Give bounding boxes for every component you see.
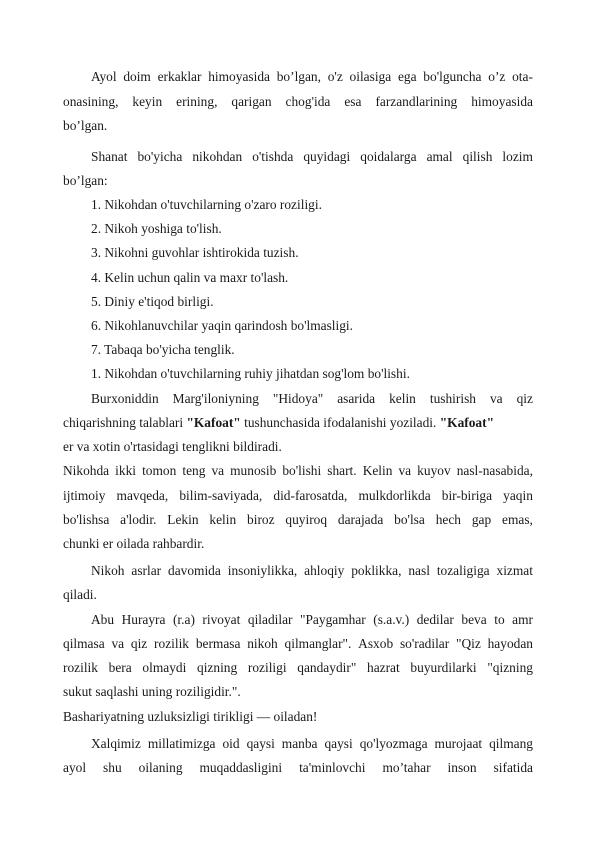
text-line	[63, 635, 533, 653]
word: Kelin	[362, 463, 393, 478]
text-line	[63, 414, 533, 432]
word: qarigan	[231, 94, 272, 109]
word: ta'minlovchi	[299, 760, 366, 775]
word: "Hidoya"	[272, 391, 324, 406]
word: bo'lishsa	[63, 512, 110, 527]
word: xizmat	[496, 563, 533, 578]
word: qiz	[130, 636, 148, 651]
word: qizning	[197, 660, 238, 675]
word: davomida	[168, 563, 221, 578]
word: shart.	[327, 463, 357, 478]
word: kuyov	[417, 463, 451, 478]
text-line	[63, 93, 533, 111]
word: did-farosatda,	[273, 488, 348, 503]
word: nikoh	[247, 636, 278, 651]
word: ikki	[115, 463, 137, 478]
word: hazrat	[367, 660, 400, 675]
word: bo'lguncha	[423, 69, 482, 84]
word: ahloqiy	[304, 563, 345, 578]
word: bo'yicha	[137, 149, 183, 164]
list-item: 2. Nikoh yoshiga to'lish.	[91, 221, 222, 236]
text-line	[63, 659, 533, 677]
word: asrlar	[131, 563, 162, 578]
word: Burxoniddin	[91, 391, 159, 406]
word: teng	[182, 463, 206, 478]
word: Nikoh	[91, 563, 125, 578]
word: ayol	[63, 760, 87, 775]
word: mulkdorlikda	[358, 488, 431, 503]
word: roziligi	[247, 660, 287, 675]
term-kafoat: "Kafoat"	[439, 415, 495, 430]
word: gap	[471, 512, 492, 527]
word: qoidalarga	[360, 149, 417, 164]
word: munosib	[230, 463, 277, 478]
word: erkaklar	[157, 69, 202, 84]
word: qo'lyozmaga	[359, 736, 428, 751]
word: nasl	[408, 563, 430, 578]
word: va	[211, 463, 225, 478]
word: esa	[344, 94, 362, 109]
word: hech	[435, 512, 461, 527]
text-line: chunki er oilada rahbardir.	[63, 536, 205, 551]
word: bilim-saviyada,	[179, 488, 263, 503]
word: shu	[103, 760, 122, 775]
word: himoyasida	[471, 94, 533, 109]
word: bera	[108, 660, 132, 675]
word: inson	[447, 760, 477, 775]
word: qilmang	[489, 736, 533, 751]
word: a'lodir.	[120, 512, 157, 527]
text-line: bo’lgan:	[63, 173, 108, 188]
list-item: 4. Kelin uchun qalin va maxr to'lash.	[91, 270, 289, 285]
list-item: 1. Nikohdan o'tuvchilarning o'zaro roziligi.	[91, 197, 322, 212]
list-item: 7. Tabaqa bo'yicha tenglik.	[91, 342, 235, 357]
word: Asxob	[358, 636, 394, 651]
text-line	[63, 511, 533, 529]
word: insoniylikka,	[227, 563, 298, 578]
word: qiz	[516, 391, 533, 406]
word: o'tishda	[252, 149, 294, 164]
word: Ayol	[91, 69, 117, 84]
word: ota-	[512, 69, 533, 84]
word: Marg'iloniyning	[172, 391, 259, 406]
word: qilmasa	[63, 636, 105, 651]
word: bo’lgan,	[276, 69, 321, 84]
text-line	[91, 390, 533, 408]
word: nasl-nasabida,	[456, 463, 533, 478]
word: onasining,	[63, 94, 119, 109]
word: o’z	[488, 69, 506, 84]
word: qandaydir"	[297, 660, 357, 675]
word: beva	[461, 612, 487, 627]
word: va	[111, 636, 125, 651]
word: manba	[281, 736, 318, 751]
word: farzandlarining	[375, 94, 458, 109]
word: dedilar	[416, 612, 454, 627]
word: bo'lishi	[282, 463, 322, 478]
word: darajada	[337, 512, 384, 527]
text-line: sukut saqlashi uning roziligidir.".	[63, 684, 241, 699]
word: "Paygamhar	[300, 612, 366, 627]
list-item: 1. Nikohdan o'tuvchilarning ruhiy jihatdan sog'lom bo'lishi.	[91, 366, 410, 381]
word: rozilik	[154, 636, 190, 651]
word: Lekin	[167, 512, 199, 527]
word: (r.a)	[172, 612, 195, 627]
word: rivoyat	[202, 612, 241, 627]
text-run: chiqarishning talablari	[63, 415, 187, 430]
word: ega	[397, 69, 417, 84]
word: mavqeda,	[116, 488, 169, 503]
text-line: bo’lgan.	[63, 118, 108, 133]
word: buyurdilarki	[410, 660, 477, 675]
word: (s.a.v.)	[373, 612, 410, 627]
word: to	[494, 612, 505, 627]
word: millatimizga	[147, 736, 216, 751]
text-line	[91, 68, 533, 86]
word: bir-biriga	[441, 488, 493, 503]
word: muqaddasligini	[199, 760, 283, 775]
term-kafoat: "Kafoat"	[186, 415, 241, 430]
word: qiladilar	[247, 612, 293, 627]
text-line	[91, 611, 533, 629]
word: doim	[123, 69, 151, 84]
word: olmaydi	[142, 660, 187, 675]
word: bo'lsa	[394, 512, 425, 527]
word: tushirish	[429, 391, 476, 406]
word: Shanat	[91, 149, 128, 164]
word: emas,	[502, 512, 533, 527]
word: o'z	[327, 69, 343, 84]
word: lozim	[502, 149, 533, 164]
text-line	[91, 735, 533, 753]
word: tomon	[142, 463, 177, 478]
word: ijtimoiy	[63, 488, 106, 503]
word: keyin	[132, 94, 163, 109]
word: oilaning	[138, 760, 183, 775]
list-item: 6. Nikohlanuvchilar yaqin qarindosh bo'lmasligi.	[91, 318, 354, 333]
word: asarida	[337, 391, 376, 406]
word: murojaat	[434, 736, 483, 751]
word: qaysi	[324, 736, 353, 751]
text-line: qiladi.	[63, 587, 97, 602]
text-run: tushunchasida ifodalanishi yoziladi.	[240, 415, 440, 430]
text-line	[63, 759, 533, 777]
word: so'radilar	[399, 636, 450, 651]
word: amr	[512, 612, 533, 627]
word: tozaligiga	[436, 563, 490, 578]
list-item: 5. Diniy e'tiqod birligi.	[91, 294, 214, 309]
text-line	[91, 562, 533, 580]
word: yaqin	[503, 488, 533, 503]
word: qilish	[462, 149, 493, 164]
word: erining,	[176, 94, 218, 109]
word: rozilik	[63, 660, 98, 675]
word: chog'ida	[285, 94, 331, 109]
word: bermasa	[195, 636, 241, 651]
word: kelin	[389, 391, 416, 406]
text-line: er va xotin o'rtasidagi tenglikni bildiradi.	[63, 439, 282, 454]
word: biroz	[247, 512, 275, 527]
text-line: Bashariyatning uzluksizligi tirikligi — oiladan!	[63, 709, 318, 724]
text-line	[91, 148, 533, 166]
word: Xalqimiz	[91, 736, 141, 751]
word: va	[489, 391, 503, 406]
word: qaysi	[246, 736, 275, 751]
word: hayodan	[487, 636, 533, 651]
word: mo’tahar	[382, 760, 431, 775]
word: qilmanglar".	[284, 636, 352, 651]
word: quyidagi	[303, 149, 351, 164]
word: Abu	[91, 612, 115, 627]
word: himoyasida	[208, 69, 270, 84]
word: oid	[222, 736, 240, 751]
word: quyiroq	[285, 512, 328, 527]
word: va	[398, 463, 412, 478]
word: Nikohda	[63, 463, 110, 478]
word: "qizning	[487, 660, 533, 675]
list-item: 3. Nikohni guvohlar ishtirokida tuzish.	[91, 245, 299, 260]
text-line	[63, 487, 533, 505]
word: "Qiz	[456, 636, 481, 651]
word: amal	[426, 149, 453, 164]
word: kelin	[209, 512, 237, 527]
word: poklikka,	[351, 563, 402, 578]
word: sifatida	[493, 760, 533, 775]
word: nikohdan	[192, 149, 243, 164]
text-line	[63, 462, 533, 480]
word: oilasiga	[349, 69, 392, 84]
word: Hurayra	[121, 612, 166, 627]
